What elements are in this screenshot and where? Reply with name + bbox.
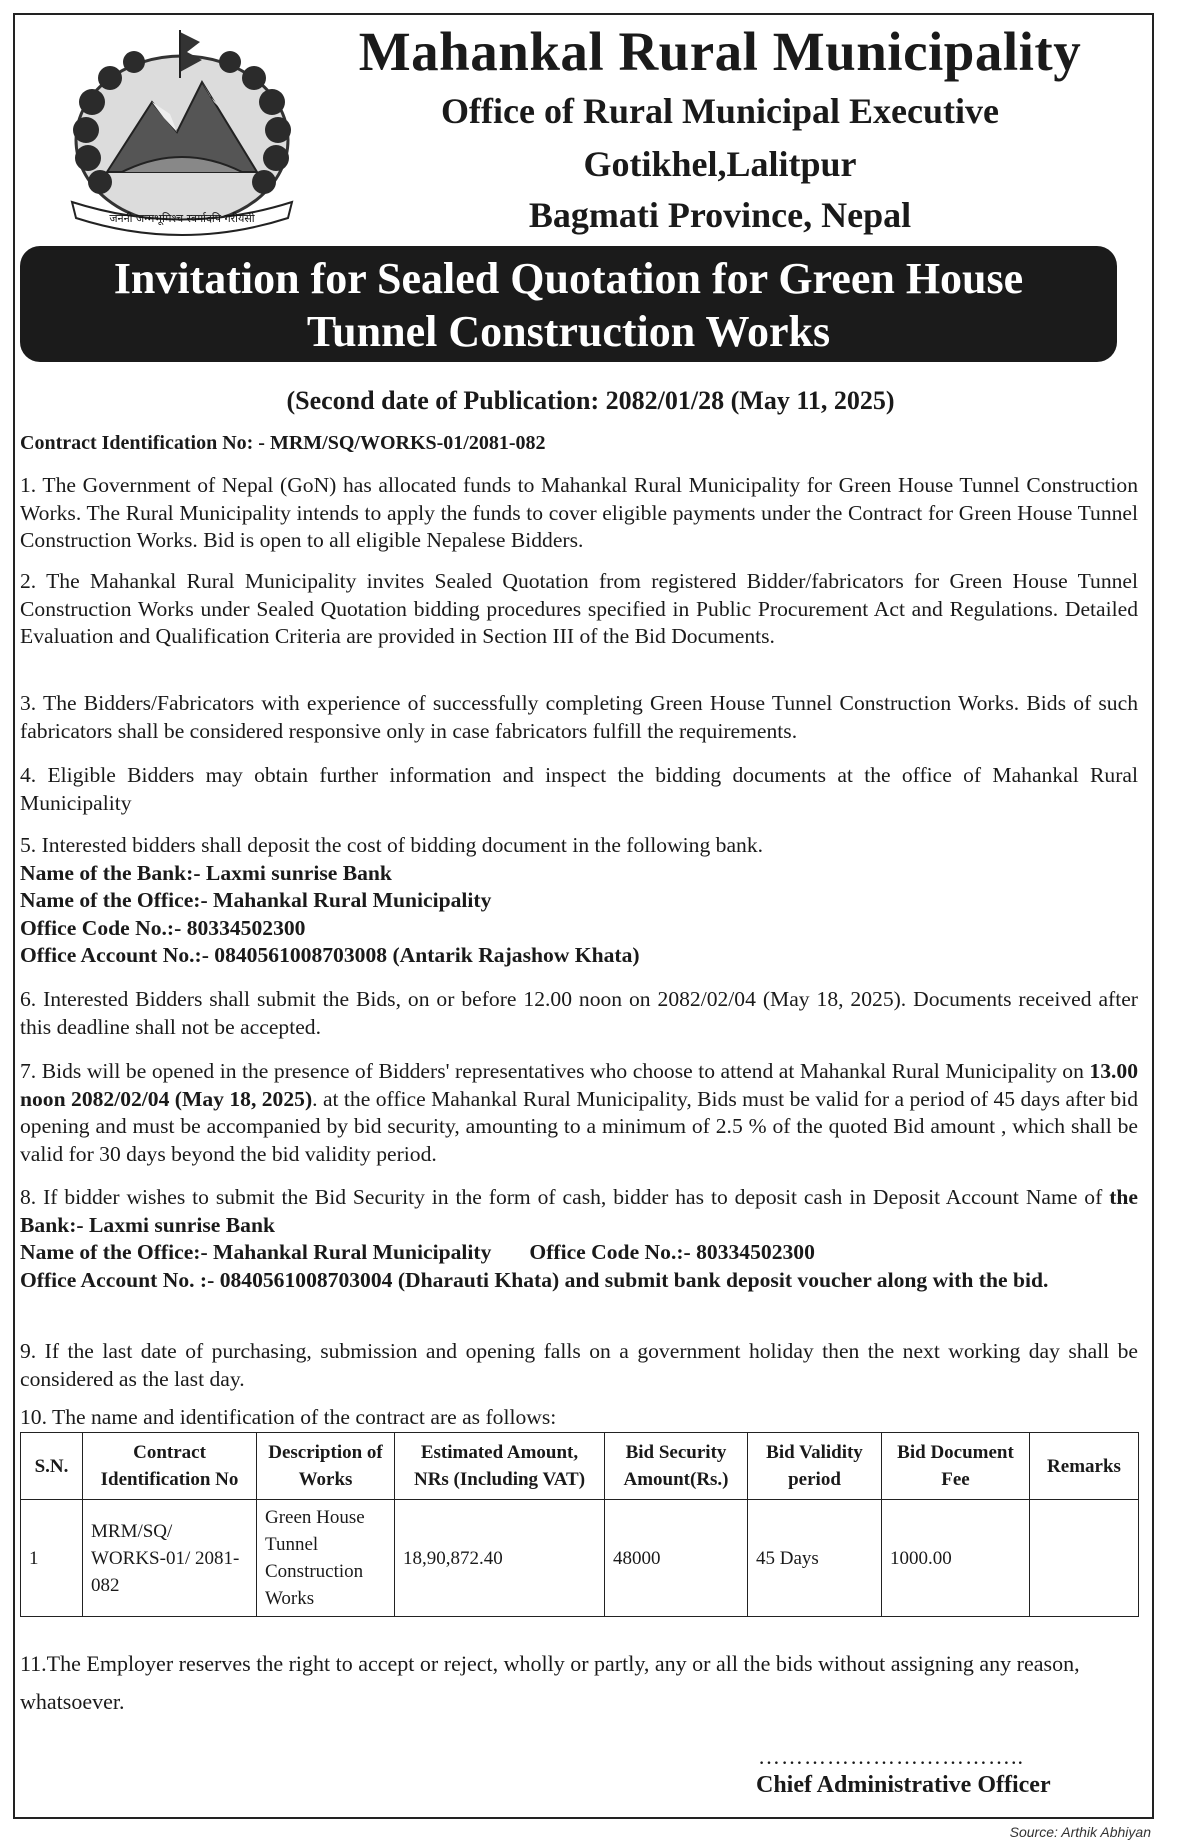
cell-estimated-amount: 18,90,872.40 — [395, 1500, 605, 1617]
municipality-title: Mahankal Rural Municipality — [358, 21, 1082, 82]
province-country: Bagmati Province, Nepal — [528, 195, 912, 235]
p5-bank-name: Name of the Bank:- Laxmi sunrise Bank — [20, 860, 392, 885]
signature-line: …………………………….. — [758, 1744, 1024, 1769]
paragraph-5-intro: 5. Interested bidders shall deposit the cost of bidding document in the following bank. — [20, 833, 764, 857]
paragraph-5 — [20, 832, 1138, 970]
p7-text-b: . at the office Mahankal Rural Municipality, Bids must be valid for a period of 45 days after bid opening and must be accompanied by bid security, amounting to a minimum of 2.5 % of the quoted Bid amount , which shall be valid for 30 days beyond the bid validity period. — [20, 1086, 1138, 1166]
p8-office-name: Name of the Office:- Mahankal Rural Municipality — [20, 1240, 492, 1264]
header-description: Description of Works — [257, 1433, 395, 1500]
paragraph-11: 11.The Employer reserves the right to accept or reject, wholly or partly, any or all the bids without assigning any reason, whatsoever. — [20, 1651, 1080, 1714]
banner-line-2: Tunnel Construction Works — [306, 307, 831, 356]
paragraph-10: 10. The name and identification of the contract are as follows: — [20, 1405, 557, 1429]
paragraph-3: 3. The Bidders/Fabricators with experience of successfully completing Green House Tunnel Construction Works. Bids of such fabricators shall be considered responsive only in case fabricators fulfill the requirements. — [20, 691, 1138, 743]
p8-bank-name: the Bank:- Laxmi sunrise Bank — [20, 1185, 1138, 1237]
cell-contract-id: MRM/SQ/ WORKS-01/ 2081-082 — [83, 1500, 257, 1617]
paragraph-7 — [20, 1058, 1138, 1168]
emblem-motto: जननी जन्मभूमिश्च स्वर्गादपि गरीयसी — [109, 212, 255, 225]
contract-table — [20, 1432, 1139, 1617]
cell-bid-security: 48000 — [605, 1500, 748, 1617]
header-contract-id: Contract Identification No — [83, 1433, 257, 1500]
paragraph-1: 1. The Government of Nepal (GoN) has allocated funds to Mahankal Rural Municipality for Green House Tunnel Construction Works. The Rural Municipality intends to apply the funds to cover eligible payments under the Contract for Green House Tunnel Construction Works. Bid is open to all eligible Nepalese Bidders. — [20, 473, 1138, 552]
cell-remarks — [1030, 1500, 1139, 1617]
p8-account-no: Office Account No. :- 0840561008703004 (Dharauti Khata) and submit bank deposit voucher along with the bid. — [20, 1267, 1049, 1292]
publication-date: (Second date of Publication: 2082/01/28 (May 11, 2025) — [286, 386, 895, 415]
paragraph-8 — [20, 1184, 1138, 1294]
paragraph-6: 6. Interested Bidders shall submit the Bids, on or before 12.00 noon on 2082/02/04 (May 18, 2025). Documents received after this deadline shall not be accepted. — [20, 987, 1138, 1039]
p5-account-no: Office Account No.:- 0840561008703008 (Antarik Rajashow Khata) — [20, 943, 640, 967]
p8-text-a: 8. If bidder wishes to submit the Bid Security in the form of cash, bidder has to deposit cash in Deposit Account Name of — [20, 1185, 1110, 1209]
p5-office-name: Name of the Office:- Mahankal Rural Municipality — [20, 888, 492, 912]
p7-text-a: 7. Bids will be opened in the presence of Bidders' representatives who choose to attend at Mahankal Rural Municipality on — [20, 1059, 1090, 1083]
table-row — [21, 1500, 1139, 1617]
cell-document-fee: 1000.00 — [882, 1500, 1030, 1617]
header-sn: S.N. — [21, 1433, 83, 1500]
cell-description: Green House Tunnel Construction Works — [257, 1500, 395, 1617]
nepal-emblem-logo — [52, 22, 312, 242]
source-credit: Source: Arthik Abhiyan — [1009, 1824, 1151, 1840]
header-bid-validity: Bid Validity period — [748, 1433, 882, 1500]
p5-office-code: Office Code No.:- 80334502300 — [20, 915, 306, 940]
table-header-row — [21, 1433, 1139, 1500]
notice-title-banner — [20, 246, 1117, 362]
office-address: Gotikhel,Lalitpur — [583, 144, 857, 184]
p8-office-code: Office Code No.:- 80334502300 — [529, 1240, 815, 1264]
contract-identification: Contract Identification No: - MRM/SQ/WORKS-01/2081-082 — [20, 432, 546, 454]
header-document-fee: Bid Document Fee — [882, 1433, 1030, 1500]
office-name: Office of Rural Municipal Executive — [441, 91, 999, 131]
header-estimated-amount: Estimated Amount, NRs (Including VAT) — [395, 1433, 605, 1500]
cell-bid-validity: 45 Days — [748, 1500, 882, 1617]
header-remarks: Remarks — [1030, 1433, 1139, 1500]
banner-line-1: Invitation for Sealed Quotation for Green House — [113, 254, 1024, 303]
paragraph-2: 2. The Mahankal Rural Municipality invites Sealed Quotation from registered Bidder/fabricators for Green House Tunnel Construction Works under Sealed Quotation bidding procedures specified in Public Procurement Act and Regulations. Detailed Evaluation and Qualification Criteria are provided in Section III of the Bid Documents. — [20, 569, 1138, 648]
paragraph-4: 4. Eligible Bidders may obtain further information and inspect the bidding documents at the office of Mahankal Rural Municipality — [20, 763, 1138, 815]
paragraph-9: 9. If the last date of purchasing, submission and opening falls on a government holiday then the next working day shall be considered as the last day. — [20, 1339, 1138, 1391]
header-bid-security: Bid Security Amount(Rs.) — [605, 1433, 748, 1500]
p7-opening-date: 13.00 noon 2082/02/04 (May 18, 2025) — [20, 1059, 1138, 1111]
signatory-title: Chief Administrative Officer — [756, 1772, 1051, 1798]
cell-sn: 1 — [21, 1500, 83, 1617]
